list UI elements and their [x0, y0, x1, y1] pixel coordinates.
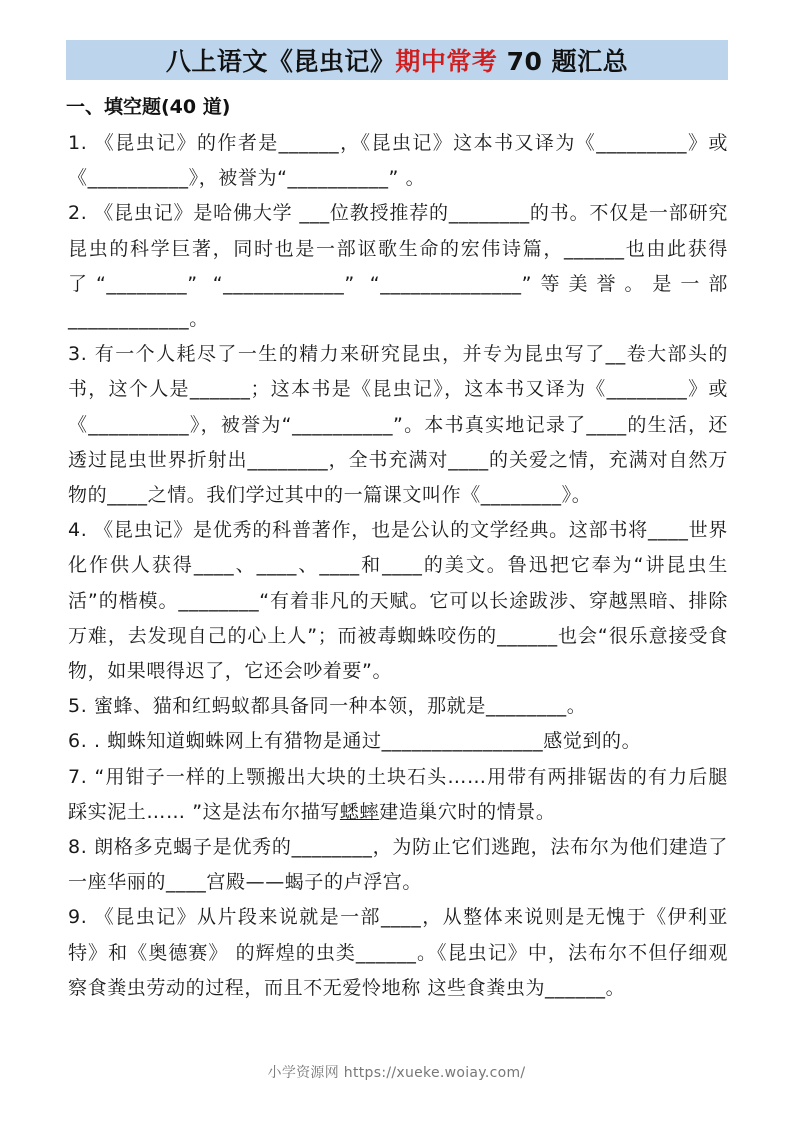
question-5: 5. 蜜蜂、猫和红蚂蚁都具备同一种本领，那就是________。 — [68, 695, 587, 718]
footer-watermark: 小学资源网 https://xueke.woiay.com/ — [267, 1065, 526, 1081]
question-7 — [68, 760, 728, 830]
title-part-3: 70 题汇总 — [497, 47, 629, 76]
question-8: 8. 朗格多克蝎子是优秀的________，为防止它们逃跑，法布尔为他们建造了一座华丽的____宫殿——蝎子的卢浮宫。 — [68, 836, 728, 894]
question-7-text-before: 7. “用钳子一样的上颚搬出大块的土块石头……用带有两排锯齿的有力后腿踩实泥土…… ”这是法布尔描写 — [68, 765, 728, 823]
question-1: 1. 《昆虫记》的作者是______，《昆虫记》这本书又译为《_________》或《__________》，被誉为“__________” 。 — [68, 132, 728, 190]
section-heading-fill-in-blank: 一、填空题(40 道) — [66, 96, 231, 118]
question-7-text-after: 建造巢穴时的情景。 — [379, 800, 556, 823]
question-9: 9. 《昆虫记》从片段来说就是一部____，从整体来说则是无愧于《伊利亚特》和《奥德赛》 的辉煌的虫类______。《昆虫记》中，法布尔不但仔细观察食粪虫劳动的过程，而且不无爱怜地称 这些食粪虫为______。 — [68, 906, 728, 999]
question-3: 3. 有一个人耗尽了一生的精力来研究昆虫，并专为昆虫写了__卷大部头的书，这个人是______；这本书是《昆虫记》，这本书又译为《________》或《__________》，被誉为“__________”。本书真实地记录了____的生活，还透过昆虫世界折射出________，全书充满对____的关爱之情，充满对自然万物的____之情。我们学过其中的一篇课文叫作《________》。 — [68, 343, 728, 507]
question-4: 4. 《昆虫记》是优秀的科普著作，也是公认的文学经典。这部书将____世界化作供人获得____、____、____和____的美文。鲁迅把它奉为“讲昆虫生活”的楷模。________“有着非凡的天赋。它可以长途跋涉、穿越黑暗、排除万难，去发现自己的心上人”；而被毒蜘蛛咬伤的______也会“很乐意接受食物，如果喂得迟了，它还会吵着要”。 — [68, 519, 728, 683]
question-6: 6. . 蜘蛛知道蜘蛛网上有猎物是通过________________感觉到的。 — [68, 730, 642, 753]
title-highlight: 期中常考 — [395, 47, 498, 76]
question-2: 2. 《昆虫记》是哈佛大学 ___位教授推荐的________的书。不仅是一部研究昆虫的科学巨著，同时也是一部讴歌生命的宏伟诗篇，______也由此获得了“________” “____________” “______________”等美誉。是一部____________。 — [68, 202, 728, 331]
title-part-1: 八上语文《昆虫记》 — [165, 47, 396, 76]
question-list — [68, 126, 728, 1006]
title-banner — [66, 40, 728, 80]
page-title — [166, 42, 628, 78]
question-7-underlined-word: 蟋蟀 — [339, 800, 380, 823]
